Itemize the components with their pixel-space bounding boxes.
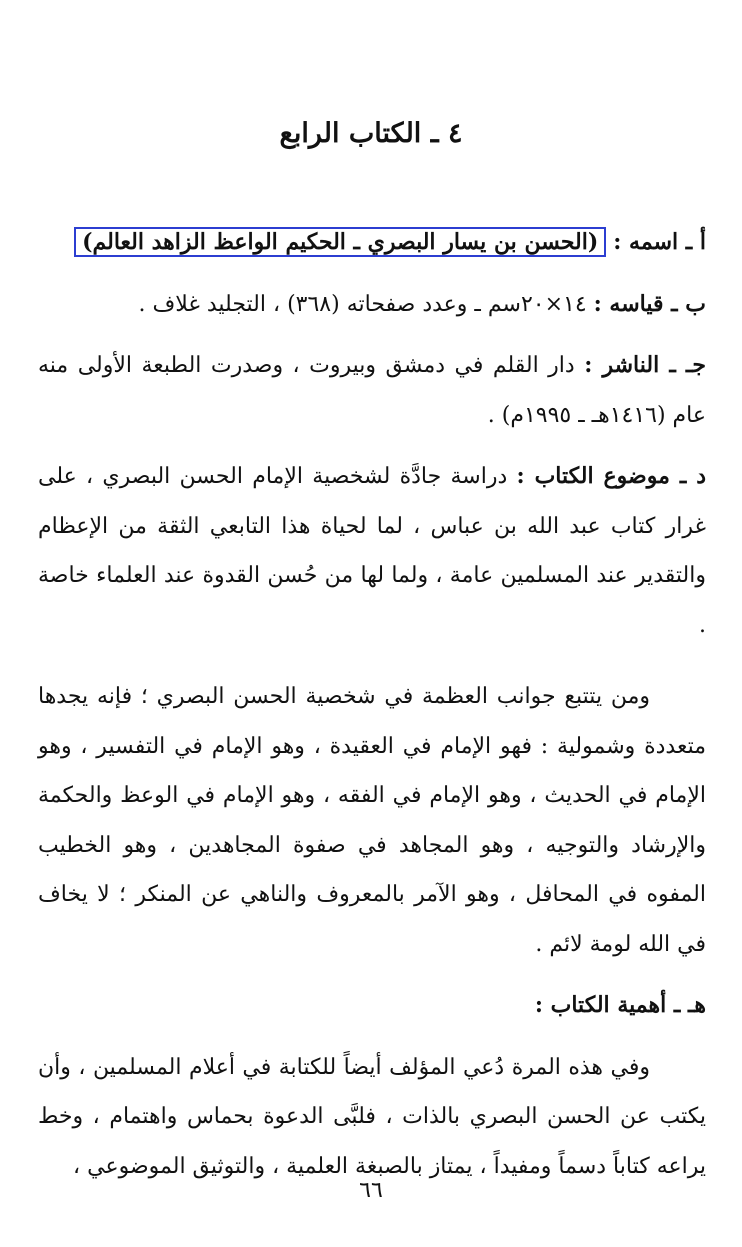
item-b-label: ب ـ قياسه : <box>593 290 706 317</box>
item-e-label: هـ ـ أهمية الكتاب : <box>534 992 706 1018</box>
item-d-text: دراسة جادَّة لشخصية الإمام الحسن البصري ، على غرار كتاب عبد الله بن عباس ، لما لحياة هذا التابعي الثقة من الإعظام والتقدير عند المسلمين عامة ، ولما لها من حُسن القدوة عند العلماء خاصة . <box>38 464 706 638</box>
item-c-text: دار القلم في دمشق وبيروت ، وصدرت الطبعة الأولى منه عام (١٤١٦هـ ـ ١٩٩٥م) . <box>38 353 706 428</box>
book-name-highlight: (الحسن بن يسار البصري ـ الحكيم الواعظ الزاهد العالم) <box>74 227 606 257</box>
item-c <box>38 341 706 440</box>
section-title: ٤ ـ الكتاب الرابع <box>279 118 463 149</box>
page-body <box>38 218 706 1191</box>
paragraph-greatness: ومن يتتبع جوانب العظمة في شخصية الحسن البصري ؛ فإنه يجدها متعددة وشمولية : فهو الإمام في العقيدة ، وهو الإمام في التفسير ، وهو الإمام في الحديث ، وهو الإمام في الفقه ، وهو الإمام في الوعظ والحكمة والإرشاد والتوجيه ، وهو المجاهد في صفوة المجاهدين ، وهو الخطيب المفوه في المحافل ، وهو الآمر بالمعروف والناهي عن المنكر ؛ لا يخاف في الله لومة لائم . <box>38 684 706 957</box>
item-a-label: أ ـ اسمه : <box>613 229 706 255</box>
paragraph-importance: وفي هذه المرة دُعي المؤلف أيضاً للكتابة في أعلام المسلمين ، وأن يكتب عن الحسن البصري بالذات ، فلبَّى الدعوة بحماس واهتمام ، وخط يراعه كتاباً دسماً ومفيداً ، يمتاز بالصبغة العلمية ، والتوثيق الموضوعي ، <box>38 1054 706 1179</box>
item-e <box>38 981 706 1031</box>
item-b <box>38 280 706 330</box>
item-d-label: د ـ موضوع الكتاب : <box>516 463 706 489</box>
item-b-text: ١٤×٢٠سم ـ وعدد صفحاته (٣٦٨) ، التجليد غلاف . <box>138 291 587 317</box>
page-number: ٦٦ <box>359 1178 383 1203</box>
item-d <box>38 452 706 650</box>
item-c-label: جـ ـ الناشر : <box>584 352 706 378</box>
item-a <box>38 218 706 268</box>
